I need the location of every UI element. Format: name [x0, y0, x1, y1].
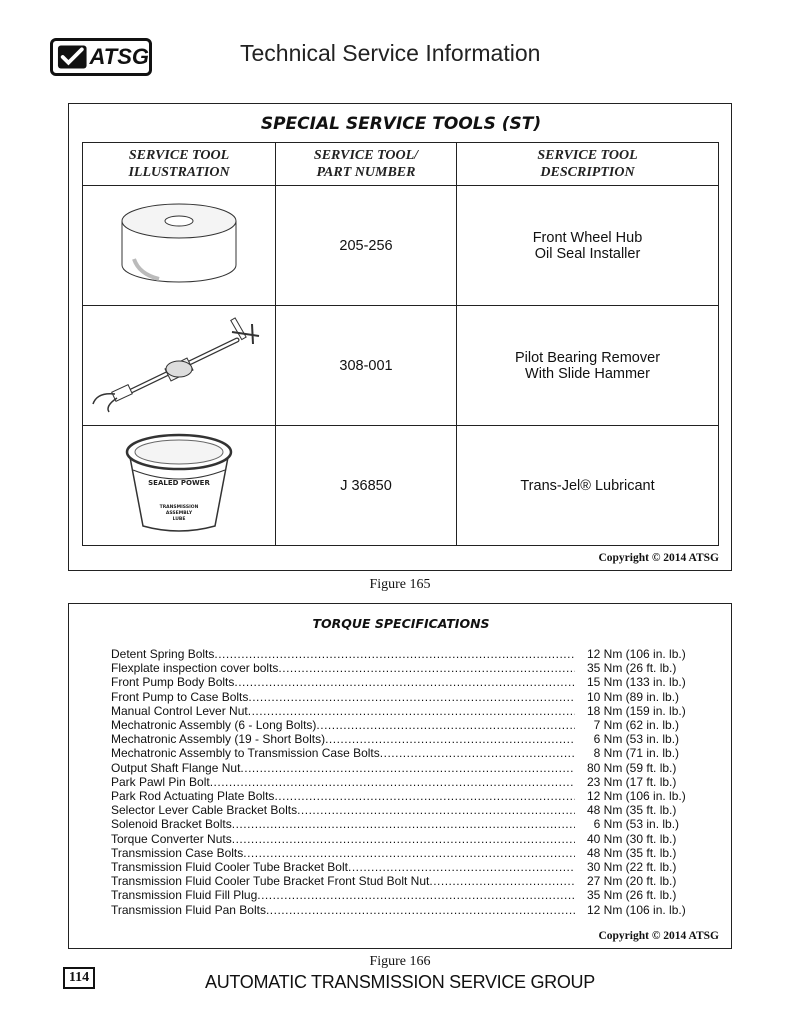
spec-name: Torque Converter Nuts — [111, 831, 232, 846]
spec-name: Mechatronic Assembly to Transmission Case Bolts — [111, 746, 380, 761]
list-item — [111, 690, 691, 704]
leader-dots — [325, 732, 575, 746]
header-line: SERVICE TOOL — [128, 148, 230, 163]
table-header-illustration — [83, 143, 276, 186]
header-line: SERVICE TOOL — [537, 148, 638, 163]
spec-value: 12 Nm (106 in. lb.) — [587, 902, 686, 917]
description-line: Trans-Jel® Lubricant — [520, 477, 655, 494]
leader-dots — [429, 874, 575, 888]
list-item — [111, 732, 691, 746]
spec-value: 48 Nm (35 ft. lb.) — [587, 803, 677, 818]
list-item — [111, 746, 691, 760]
spec-value: 12 Nm (106 in. lb.) — [587, 789, 686, 804]
spec-name: Mechatronic Assembly (19 - Short Bolts) — [111, 732, 326, 747]
spec-value: 27 Nm (20 ft. lb.) — [587, 874, 677, 889]
leader-dots — [234, 675, 575, 689]
list-item — [111, 903, 691, 917]
leader-dots — [278, 661, 575, 675]
spec-value: 40 Nm (30 ft. lb.) — [587, 831, 677, 846]
header-line: ILLUSTRATION — [128, 165, 230, 180]
description-cell — [457, 186, 719, 306]
description-cell — [457, 306, 719, 426]
list-item — [111, 888, 691, 902]
leader-dots — [274, 789, 575, 803]
footer-text: AUTOMATIC TRANSMISSION SERVICE GROUP — [205, 972, 595, 992]
header-line: SERVICE TOOL/ — [313, 148, 419, 163]
part-number-cell: J 36850 — [276, 426, 457, 546]
service-tools-title: SPECIAL SERVICE TOOLS (ST) — [260, 114, 542, 134]
list-item — [111, 817, 691, 831]
spec-value: 48 Nm (35 ft. lb.) — [587, 845, 677, 860]
spec-value: 12 Nm (106 in. lb.) — [587, 647, 686, 661]
spec-name: Park Pawl Pin Bolt — [111, 774, 210, 789]
seal-installer-icon — [114, 199, 244, 289]
spec-value: 18 Nm (159 in. lb.) — [587, 703, 686, 718]
page-title: Technical Service Information — [240, 40, 541, 66]
spec-name: Detent Spring Bolts — [111, 647, 215, 661]
spec-name: Park Rod Actuating Plate Bolts — [111, 789, 275, 804]
table-row — [83, 306, 719, 426]
spec-value: 10 Nm (89 in. lb.) — [587, 689, 680, 704]
spec-value: 80 Nm (59 ft. lb.) — [587, 760, 677, 775]
spec-name: Front Pump to Case Bolts — [111, 689, 249, 704]
description-line: Oil Seal Installer — [534, 245, 641, 262]
description-line: With Slide Hammer — [525, 365, 650, 382]
illustration-cell — [83, 306, 276, 426]
list-item — [111, 789, 691, 803]
torque-specs-panel — [68, 603, 732, 949]
list-item — [111, 647, 691, 661]
spec-value: 6 Nm (53 in. lb.) — [587, 817, 680, 832]
spec-value: 6 Nm (53 in. lb.) — [587, 732, 680, 747]
spec-name: Manual Control Lever Nut — [111, 703, 248, 718]
figure-caption: Figure 165 — [369, 577, 431, 592]
spec-name: Front Pump Body Bolts — [111, 675, 235, 690]
list-item — [111, 832, 691, 846]
leader-dots — [214, 647, 575, 661]
spec-value: 30 Nm (22 ft. lb.) — [587, 860, 677, 875]
spec-value: 35 Nm (26 ft. lb.) — [587, 661, 677, 676]
list-item — [111, 860, 691, 874]
spec-name: Output Shaft Flange Nut — [111, 760, 241, 775]
table-row — [83, 426, 719, 546]
spec-value: 7 Nm (62 in. lb.) — [587, 718, 680, 733]
spec-name: Mechatronic Assembly (6 - Long Bolts) — [111, 718, 317, 733]
leader-dots — [248, 690, 575, 704]
spec-name: Transmission Fluid Fill Plug — [111, 888, 258, 903]
leader-dots — [316, 718, 575, 732]
torque-specs-title: TORQUE SPECIFICATIONS — [312, 616, 490, 631]
description-line: Front Wheel Hub — [532, 229, 643, 246]
leader-dots — [266, 903, 575, 917]
leader-dots — [380, 746, 575, 760]
list-item — [111, 874, 691, 888]
header-line: PART NUMBER — [316, 165, 416, 180]
spec-value: 15 Nm (133 in. lb.) — [587, 675, 686, 690]
leader-dots — [232, 817, 575, 831]
page-number: 114 — [63, 967, 95, 989]
copyright-notice: Copyright © 2014 ATSG — [598, 552, 719, 564]
atsg-logo — [50, 38, 152, 76]
part-number-cell: 205-256 — [276, 186, 457, 306]
service-tools-table — [82, 142, 719, 546]
table-header-part-number — [276, 143, 457, 186]
checkmark-icon — [57, 44, 88, 70]
leader-dots — [243, 846, 575, 860]
leader-dots — [257, 888, 575, 902]
list-item — [111, 718, 691, 732]
part-number-cell: 308-001 — [276, 306, 457, 426]
list-item — [111, 775, 691, 789]
illustration-cell — [83, 426, 276, 546]
spec-value: 23 Nm (17 ft. lb.) — [587, 774, 677, 789]
spec-name: Flexplate inspection cover bolts — [111, 661, 279, 676]
spec-value: 35 Nm (26 ft. lb.) — [587, 888, 677, 903]
spec-name: Transmission Case Bolts — [111, 845, 244, 860]
leader-dots — [348, 860, 575, 874]
spec-name: Solenoid Bracket Bolts — [111, 817, 232, 832]
tub-label: SEALED POWER — [148, 478, 210, 487]
illustration-cell — [83, 186, 276, 306]
leader-dots — [297, 803, 575, 817]
spec-value: 8 Nm (71 in. lb.) — [587, 746, 680, 761]
leader-dots — [240, 761, 575, 775]
description-line: Pilot Bearing Remover — [514, 349, 661, 366]
spec-name: Transmission Fluid Cooler Tube Bracket Bolt — [111, 860, 348, 875]
spec-name: Selector Lever Cable Bracket Bolts — [111, 803, 298, 818]
tub-sublabel: ASSEMBLY — [165, 510, 193, 516]
tub-sublabel: LUBE — [172, 516, 186, 522]
list-item — [111, 803, 691, 817]
list-item — [111, 761, 691, 775]
figure-caption: Figure 166 — [369, 954, 431, 969]
list-item — [111, 704, 691, 718]
lubricant-tub-icon — [119, 430, 239, 538]
service-tools-panel — [68, 103, 732, 571]
list-item — [111, 675, 691, 689]
copyright-notice: Copyright © 2014 ATSG — [598, 930, 719, 942]
table-row — [83, 186, 719, 306]
torque-specs-list — [111, 647, 691, 917]
leader-dots — [210, 775, 575, 789]
slide-hammer-icon — [87, 314, 272, 414]
logo-text: ATSG — [89, 44, 149, 69]
tub-sublabel: TRANSMISSION — [159, 504, 199, 510]
table-header-description — [457, 143, 719, 186]
leader-dots — [232, 832, 575, 846]
list-item — [111, 846, 691, 860]
spec-name: Transmission Fluid Pan Bolts — [111, 902, 266, 917]
table-header-row — [83, 143, 719, 186]
leader-dots — [248, 704, 575, 718]
description-cell — [457, 426, 719, 546]
spec-name: Transmission Fluid Cooler Tube Bracket Front Stud Bolt Nut — [111, 874, 430, 889]
list-item — [111, 661, 691, 675]
header-line: DESCRIPTION — [540, 165, 635, 180]
